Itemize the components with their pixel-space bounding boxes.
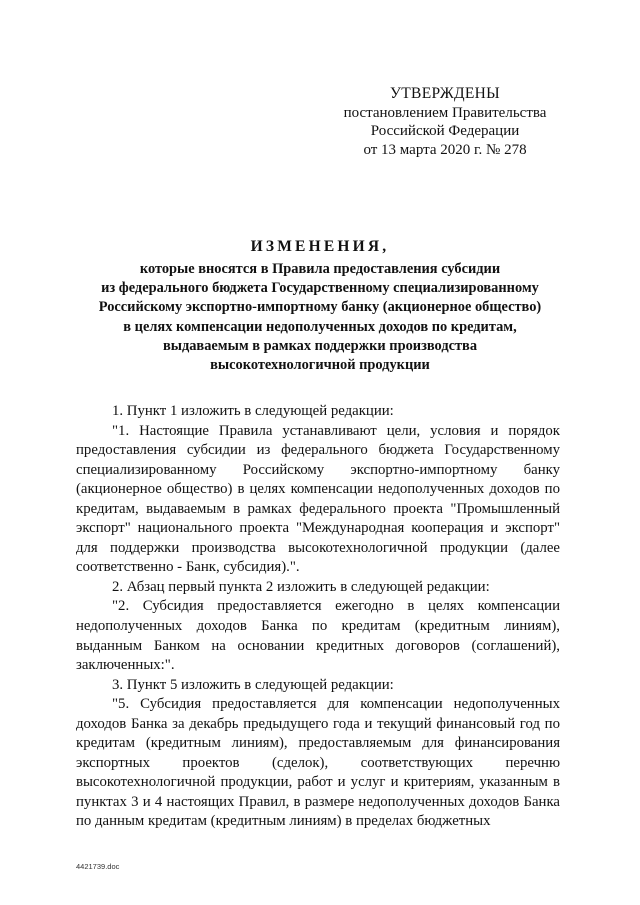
paragraph-item-2: 2. Абзац первый пункта 2 изложить в следующей редакции: — [112, 578, 490, 595]
document-subtitle — [60, 260, 580, 375]
paragraph-item-3: 3. Пункт 5 изложить в следующей редакции: — [112, 676, 394, 693]
approval-line-1: постановлением Правительства — [343, 104, 547, 121]
paragraph-item-2-text: "2. Субсидия предоставляется ежегодно в целях компенсации недополученных доходов Банка по кредитам (кредитным линиям), выданным Банком на основании кредитных договоров (соглашений), заключенных:". — [76, 598, 560, 674]
paragraph-item-3-text: "5. Субсидия предоставляется для компенсации недополученных доходов Банка за декабрь предыдущего года и текущий финансовый год по кредитам (кредитным линиям), предоставляемым для финансирования экспортных проектов (сделок), соответствующих перечню высокотехнологичной продукции, работ и услуг и критериям, указанным в пунктах 3 и 4 настоящих Правил, в размере недополученных доходов Банка по данным кредитам (кредитным линиям) в пределах бюджетных — [76, 696, 560, 830]
subtitle-line: которые вносятся в Правила предоставления субсидии — [139, 261, 501, 277]
paragraph-item-1: 1. Пункт 1 изложить в следующей редакции: — [112, 403, 394, 419]
subtitle-line: в целях компенсации недополученных доходов по кредитам, — [123, 318, 517, 335]
approval-block — [335, 85, 555, 159]
subtitle-line: из федерального бюджета Государственному специализированному — [101, 280, 539, 297]
approval-line-3: от 13 марта 2020 г. № 278 — [363, 141, 527, 158]
approval-word: УТВЕРЖДЕНЫ — [390, 85, 500, 102]
document-body — [76, 402, 560, 832]
file-reference: 4421739.doc — [76, 862, 120, 871]
document-title: ИЗМЕНЕНИЯ, — [250, 238, 390, 255]
subtitle-line: высокотехнологичной продукции — [210, 357, 430, 374]
subtitle-line: выдаваемым в рамках поддержки производства — [162, 337, 478, 354]
approval-line-2: Российской Федерации — [370, 123, 520, 140]
paragraph-item-1-text: "1. Настоящие Правила устанавливают цели, условия и порядок предоставления субсидии из федерального бюджета Государственному специализированному Российскому экспортно-импортному банку (акционерное общество) в целях компенсации недополученных доходов по кредитам, выдаваемым в рамках федерального проекта "Промышленный экспорт" национального проекта "Международная кооперация и экспорт" для поддержки производства высокотехнологичной продукции (далее соответственно - Банк, субсидия).". — [76, 422, 560, 576]
subtitle-line: Российскому экспортно-импортному банку (акционерное общество) — [98, 299, 542, 316]
